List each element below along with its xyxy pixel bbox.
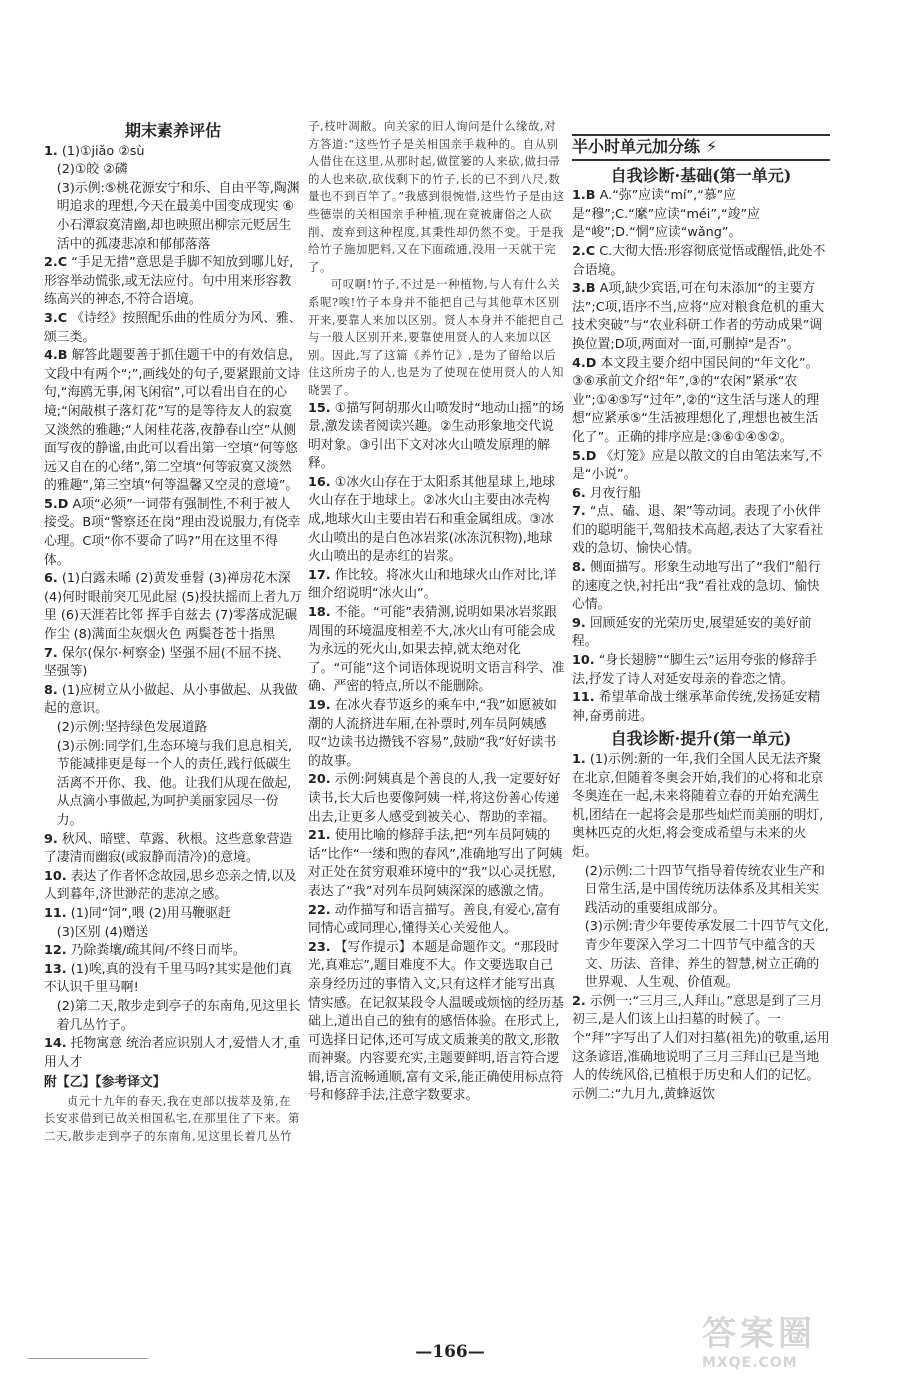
answer-item	[44, 570, 302, 644]
answer-number: 15.	[308, 400, 331, 416]
answer-number: 1.B	[572, 188, 596, 204]
answer-text: (1)应树立从小做起、从小事做起、从我做起的意识。	[44, 682, 298, 717]
answer-text: (3)示例:⑤桃花源安宁和乐、自由平等,陶渊明追求的理想,今天在最美中国变成现实 ⑥小石潭寂寞清幽,却也映照出柳宗元贬居生活中的孤凄悲凉和郁郁落落	[56, 180, 300, 252]
answer-number: 5.D	[44, 496, 69, 512]
answer-number: 11.	[572, 690, 595, 706]
answer-number: 12.	[44, 943, 67, 959]
answer-number: 1.	[572, 752, 586, 767]
answer-item	[572, 187, 830, 243]
answer-list-basic	[572, 187, 830, 726]
answer-item	[572, 751, 830, 863]
answer-text: A项,缺少宾语,可在句末添加“的主要方法”;C项,语序不当,应将“应对粮食危机的重大技术突破”与“农业科研工作者的劳动成果”调换位置;D项,两面对一面,可删掉“是否”。	[572, 281, 825, 352]
answer-item	[44, 161, 302, 180]
column-right	[572, 118, 830, 1104]
answer-text: (1)白露未晞 (2)黄发垂髫 (3)禅房花木深 (4)何时眼前突兀见此屋 (5)投扶摇而上者九万里 (6)天涯若比邻 挥手自兹去 (7)零落成泥碾作尘 (8)满面尘灰烟火色 两鬓苍苍十指黑	[44, 571, 302, 643]
answer-item	[308, 400, 565, 474]
answer-item	[44, 310, 302, 347]
reference-translation-cont: 子,枝叶凋敝。向关家的旧人询问是什么缘故,对方答道:“这些竹子是关相国亲手栽种的。自从别人借住在这里,从那时起,做筐篓的人来砍,做扫帚的人也来砍,砍伐剩下的竹子,长的已不到八尺,数量也不到百竿了。”我感到很惋惜,这些竹子是由这些德崇的关相国亲手种植,现在竟被庸俗之人砍削、废弃到这种程度,其秉性却仍然不变。于是我给竹子施加肥料,又在下面疏通,没用一天就干完了。	[308, 119, 565, 274]
answer-number: 10.	[572, 653, 595, 669]
answer-text: “点、磕、退、架”等动词。表现了小伙伴们的聪明能干,驾船技术高超,表达了大家看社戏的急切、愉快心情。	[572, 504, 824, 557]
answer-item	[44, 961, 302, 998]
answer-item	[44, 347, 302, 496]
column-middle	[308, 118, 565, 1106]
answer-number: 7.	[572, 504, 586, 520]
answer-number: 9.	[44, 831, 58, 847]
answer-text: 动作描写和语言描写。善良,有爱心,富有同情心或同理心,懂得关心关爱他人。	[308, 902, 561, 937]
answer-item	[44, 180, 302, 254]
answer-number: 2.C	[44, 255, 68, 271]
answer-item	[572, 993, 830, 1105]
answer-item	[572, 448, 830, 485]
answer-text: ①描写阿胡那火山喷发时“地动山摇”的场景,激发读者阅读兴趣。②生动形象地交代说明对象。③引出下文对冰火山喷发原理的解释。	[308, 400, 565, 472]
answer-item	[44, 496, 302, 570]
watermark-logo	[702, 1306, 862, 1371]
answer-text: “手足无措”意思是手脚不知放到哪儿好,形容举动慌张,或无法应付。句中用来形容教练高兴的神态,不符合语境。	[44, 255, 294, 308]
answer-item	[308, 604, 565, 697]
answer-text: 表达了作者怀念故园,思乡恋亲之情,以及人到暮年,济世渺茫的悲凉之感。	[44, 868, 297, 903]
answer-text: 使用比喻的修辞手法,把“列车员阿姨的话”比作“一缕和煦的春风”,准确地写出了阿姨对正处在贫穷艰难环境中的“我”以心灵抚慰,表达了“我”对列车员阿姨深深的感激之情。	[308, 828, 563, 899]
answer-text: (1)示例:新的一年,我们全国人民无法齐聚在北京,但随着冬奥会开始,我们的心将和北京冬奥连在一起,未来将随着立春的开始充满生机,团结在一起将会是那些灿烂而美丽的明灯,奥林匹克的火炬,将会变成希望与未来的火炬。	[572, 752, 824, 860]
answer-item	[44, 905, 302, 924]
answer-text: 《诗经》按照配乐曲的性质分为风、雅、颂三类。	[44, 310, 302, 345]
answer-item	[572, 615, 830, 652]
answer-number: 8.	[44, 682, 58, 698]
subsection-advance-title: 自我诊断·提升(第一单元)	[610, 729, 792, 749]
page-number: —166—	[415, 1342, 485, 1362]
answer-text: A项“必须”一词带有强制性,不利于被人接受。B项“警察还在岗”理由没说服力,有侥幸心理。C项“你不要命了吗?”用在这里不得体。	[44, 496, 301, 568]
reference-translation-label: 附【乙】【参考译文】	[44, 1075, 166, 1091]
answer-text: (3)区别 (4)赠送	[56, 924, 149, 940]
answer-item	[44, 831, 302, 868]
watermark-en: MXQE.COM	[702, 1355, 798, 1371]
answer-number: 2.C	[572, 243, 596, 259]
answer-number: 11.	[44, 905, 67, 921]
answer-number: 6.	[572, 485, 586, 501]
answer-number: 6.	[44, 571, 58, 587]
lightning-icon: ⚡	[706, 137, 718, 156]
answer-item	[44, 143, 302, 162]
section-title-final-assessment: 期末素养评估	[124, 121, 221, 140]
answer-number: 23.	[308, 939, 331, 955]
answer-item	[44, 719, 302, 738]
answer-item	[572, 689, 830, 726]
answer-item	[308, 771, 565, 827]
answer-text: (3)示例:同学们,生态环境与我们息息相关,节能减排更是每一个人的责任,践行低碳生活离不开你、我、他。让我们从现在做起,从点滴小事做起,为呵护美丽家园尽一份力。	[56, 738, 293, 828]
answer-text: 月夜行船	[589, 485, 642, 501]
answer-number: 5.D	[572, 448, 597, 464]
column-left	[44, 118, 302, 1146]
answer-text: (2)第二天,散步走到亭子的东南角,见这里长着几丛竹子。	[56, 998, 301, 1033]
answer-item	[308, 827, 565, 901]
answer-item	[572, 918, 830, 992]
answer-number: 3.C	[44, 310, 68, 326]
answer-text: (1)同“饲”,喂 (2)用马鞭驱赶	[70, 905, 231, 921]
answer-item	[44, 1035, 302, 1072]
answer-text: 作比较。将冰火山和地球火山作对比,详细介绍说明“冰火山”。	[308, 567, 557, 602]
answer-item	[44, 645, 302, 682]
answer-text: 托物寓意 统治者应识别人才,爱惜人才,重用人才	[44, 1036, 301, 1070]
answer-number: 4.B	[44, 348, 68, 364]
answer-item	[44, 682, 302, 719]
watermark-cn: 答案圈	[702, 1314, 816, 1354]
answer-text: 乃除粪壤/疏其间/不终日而毕。	[70, 943, 246, 959]
answer-text: 秋风、暗壁、草露、秋根。这些意象营造了凄清而幽寂(或寂静而清冷)的意境。	[44, 831, 293, 866]
answer-item	[44, 998, 302, 1035]
answer-number: 9.	[572, 615, 586, 631]
footer-rule	[28, 1358, 148, 1359]
answer-number: 21.	[308, 828, 331, 844]
answer-text: 示例:阿姨真是个善良的人,我一定要好好读书,长大后也要像阿姨一样,将这份善心传递出去,让更多人感受到被关心、帮助的幸福。	[308, 772, 561, 825]
answer-text: 本文段主要介绍中国民间的“年文化”。③⑥承前文介绍“年”,③的“农闲”紧承“农业”;①④⑤写“过年”,②的“这生活与迷人的理想”应紧承⑤“生活被理想化了,理想也被生活化了”。正确的排序应是:③⑥①④⑤②。	[572, 355, 820, 445]
answer-text: (1)唉,真的没有千里马吗?其实是他们真不认识千里马啊!	[44, 961, 292, 996]
answer-item	[308, 697, 565, 771]
answer-number: 3.B	[572, 281, 596, 297]
answer-number: 2.	[572, 993, 586, 1009]
answer-number: 17.	[308, 567, 331, 583]
answer-number: 19.	[308, 698, 331, 713]
answer-item	[308, 939, 565, 1106]
answer-number: 18.	[308, 605, 331, 621]
answer-item	[308, 902, 565, 939]
answer-text: A.“弥”应读“mí”,“慕”应是“穆”;C.“縻”应读“méi”,“竣”应是“峻”;D.“惘”应读“wǎng”。	[572, 188, 760, 241]
answer-text: 【写作提示】本题是命题作文。“那段时光,真难忘”,题目难度不大。作文要选取自己亲身经历过的事情入文,只有这样才能写出真情实感。在记叙某段令人温暖或烦恼的经历基础上,道出自己的独有的感悟体验。在形式上,可选择日记体,还可写成文质兼美的散文,形散而神聚。内容要充实,主题要鲜明,语言符合逻辑,语言流畅通顺,富有文采,能正确使用标点符号和修辞手法,注意字数要求。	[308, 939, 564, 1104]
answer-number: 4.D	[572, 355, 597, 371]
subsection-basic-title: 自我诊断·基础(第一单元)	[610, 165, 792, 185]
answer-text: (2)示例:二十四节气指导着传统农业生产和日常生活,是中国传统历法体系及其相关实践活动的重要组成部分。	[584, 863, 825, 916]
answer-text: 保尔(保尔·柯察金) 坚强不屈(不屈不挠、坚强等)	[44, 645, 290, 680]
reference-translation-para2: 可叹啊!竹子,不过是一种植物,与人有什么关系呢?唉!竹子本身并不能把自己与其他草木区别开来,要靠人来加以区别。贤人本身并不能把自己与一般人区别开来,要靠使用贤人的人来加以区别。因此,写了这篇《养竹记》,是为了留给以后住这所房子的人,也是为了使现在使用贤人的人知晓罢了。	[308, 277, 565, 397]
answer-text: 《灯笼》应是以散文的自由笔法来写,不是“小说”。	[572, 448, 823, 483]
answer-item	[572, 280, 830, 354]
banner-title: 半小时单元加分练	[572, 137, 701, 156]
answer-number: 20.	[308, 772, 331, 788]
answer-item	[44, 868, 302, 905]
answer-number: 14.	[44, 1036, 67, 1052]
answer-text: 回顾延安的光荣历史,展望延安的美好前程。	[572, 615, 812, 650]
answer-item	[572, 243, 830, 280]
answer-number: 7.	[44, 645, 58, 661]
answer-item	[572, 503, 830, 559]
answer-text: 在冰火春节返乡的乘车中,“我”如愿被如潮的人流挤进车厢,在补票时,列车员阿姨感叹“边读书边攒钱不容易”,鼓励“我”好好读书的故事。	[308, 698, 557, 769]
answer-item	[308, 567, 565, 604]
answer-item	[572, 355, 830, 448]
answer-list-advance	[572, 751, 830, 1104]
answer-text: 不能。“可能”表猜测,说明如果冰岩浆跟周围的环境温度相差不大,冰火山有可能会成为永远的死火山,如果去掉,就太绝对化了。“可能”这个词语体现说明文语言科学、准确、严密的特点,所以不能删除。	[308, 605, 565, 695]
answer-item	[44, 254, 302, 310]
answer-list-middle	[308, 400, 565, 1107]
answer-item	[44, 924, 302, 943]
unit-practice-banner	[572, 134, 830, 161]
answer-text: 示例一:“三月三,人拜山。”意思是到了三月初三,是人们该上山扫墓的时候了。一个“拜”字写出了人们对扫墓(祖先)的敬重,运用这条谚语,准确地说明了三月三拜山已是当地人的传统风俗,已植根于历史和人们的记忆。示例二:“九月九,黄蜂返饮	[572, 993, 830, 1102]
answer-list-left	[44, 143, 302, 1073]
answer-text: ①冰火山存在于太阳系其他星球上,地球火山存在于地球上。②冰火山主要由冰壳构成,地球火山主要由岩石和重金属组成。③冰火山喷出的是白色冰岩浆(冰冻沉积物),地球火山喷出的是赤红的岩浆。	[308, 474, 556, 565]
answer-number: 22.	[308, 902, 331, 918]
answer-text: 希望革命战士继承革命传统,发扬延安精神,奋勇前进。	[572, 690, 821, 724]
answer-text: 解答此题要善于抓住题干中的有效信息,文段中有两个“;”,画线处的句子,要紧跟前文诗句,“海鸥无事,闲飞闲宿”,可以看出自在的心境;“闲敲棋子落灯花”写的是等待友人的寂寞又淡然的雅趣;“人闲桂花落,夜静春山空”从侧面写夜的静谧,由此可以看出第一空填“何等悠远又自在的心绪”,第二空填“何等寂寞又淡然的雅趣”,第三空填“何等温馨又空灵的意境”。	[44, 348, 301, 494]
answer-item	[308, 474, 565, 567]
answer-text: (2)示例:坚持绿色发展道路	[56, 720, 208, 735]
reference-translation-para: 贞元十九年的春天,我在吏部以拔萃及第,在长安求借到已故关相国私宅,在那里住了下来。第二天,散步走到亭子的东南角,见这里长着几丛竹	[44, 1093, 301, 1144]
answer-text: “身长翅膀”“脚生云”运用夸张的修辞手法,抒发了诗人对延安母亲的眷恋之情。	[572, 653, 818, 687]
answer-item	[44, 738, 302, 831]
answer-item	[572, 485, 830, 504]
answer-number: 10.	[44, 868, 67, 884]
answer-item	[572, 652, 830, 689]
answer-number: 13.	[44, 961, 67, 977]
answer-text: 侧面描写。形象生动地写出了“我们”船行的速度之快,衬托出“我”看社戏的急切、愉快心情。	[572, 560, 821, 613]
answer-item	[44, 942, 302, 961]
answer-text: (2)①皎 ②磷	[56, 162, 128, 178]
answer-number: 16.	[308, 474, 331, 490]
answer-number: 8.	[572, 560, 586, 576]
answer-number: 1.	[44, 143, 58, 159]
answer-item	[572, 863, 830, 919]
answer-text: C.大彻大悟:形容彻底觉悟或醒悟,此处不合语境。	[572, 243, 826, 278]
answer-text: (1)①jiǎo ②sù	[61, 143, 145, 159]
answer-text: (3)示例:青少年要传承发展二十四节气文化,青少年要深入学习二十四节气中蕴含的天文、历法、音律、养生的智慧,树立正确的世界观、人生观、价值观。	[584, 919, 829, 991]
answer-item	[572, 559, 830, 615]
